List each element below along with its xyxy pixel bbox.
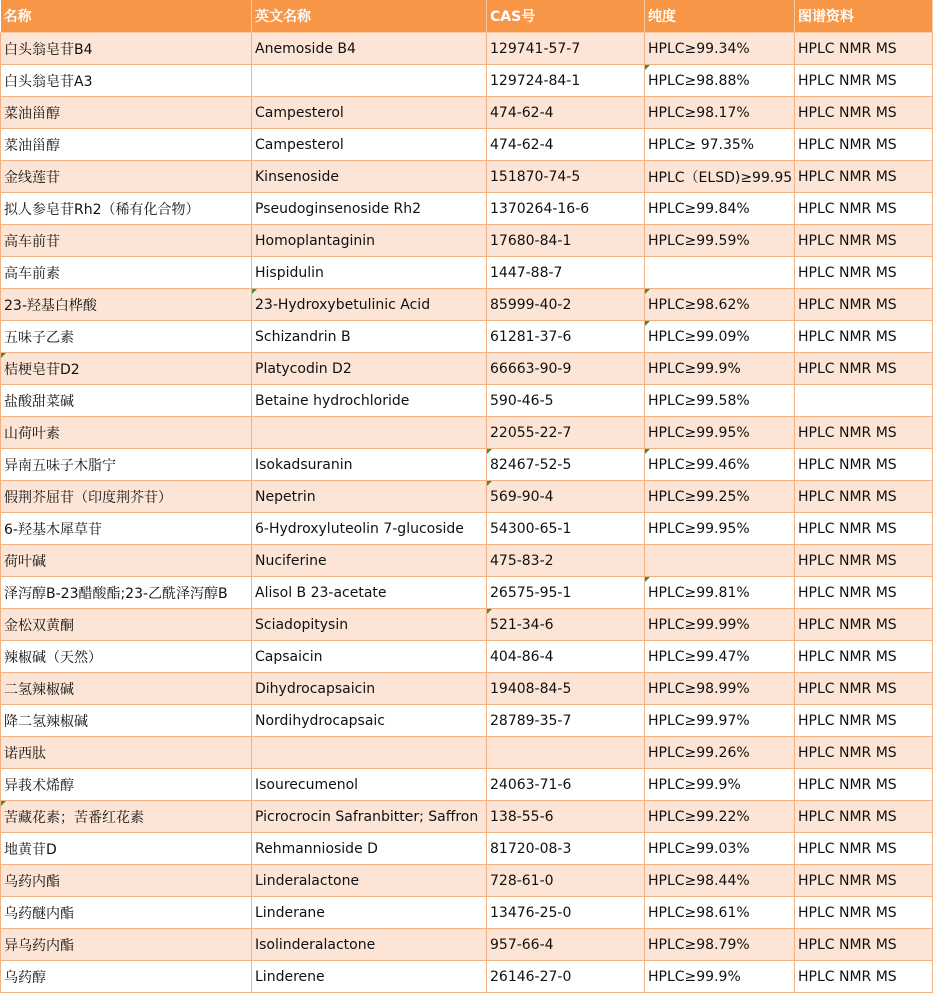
cell-cn-name[interactable]: 金松双黄酮	[1, 609, 252, 641]
cell-spectra[interactable]: HPLC NMR MS	[795, 225, 933, 257]
cell-spectra[interactable]: HPLC NMR MS	[795, 929, 933, 961]
cell-purity[interactable]: HPLC≥99.09%	[645, 321, 795, 353]
cell-en-name[interactable]: Sciadopitysin	[252, 609, 487, 641]
table-row	[1, 897, 933, 929]
cell-en-name[interactable]	[252, 737, 487, 769]
cell-spectra[interactable]: HPLC NMR MS	[795, 33, 933, 65]
table-row	[1, 833, 933, 865]
cell-purity[interactable]: HPLC≥99.26%	[645, 737, 795, 769]
cell-cas[interactable]: 26575-95-1	[487, 577, 645, 609]
cell-purity[interactable]	[645, 257, 795, 289]
cell-cas[interactable]: 129724-84-1	[487, 65, 645, 97]
cell-purity[interactable]: HPLC≥99.9%	[645, 961, 795, 993]
cell-purity[interactable]: HPLC≥ 97.35%	[645, 129, 795, 161]
cell-purity[interactable]: HPLC≥99.84%	[645, 193, 795, 225]
table-row	[1, 513, 933, 545]
cell-cas[interactable]: 151870-74-5	[487, 161, 645, 193]
cell-en-name[interactable]: Anemoside B4	[252, 33, 487, 65]
cell-purity[interactable]: HPLC≥99.95%	[645, 417, 795, 449]
table-row	[1, 129, 933, 161]
cell-cas[interactable]: 24063-71-6	[487, 769, 645, 801]
cell-spectra[interactable]: HPLC NMR MS	[795, 865, 933, 897]
cell-purity[interactable]: HPLC≥99.59%	[645, 225, 795, 257]
table-body	[1, 33, 933, 993]
cell-purity[interactable]: HPLC≥99.9%	[645, 353, 795, 385]
cell-purity[interactable]: HPLC≥98.99%	[645, 673, 795, 705]
cell-en-name[interactable]: Campesterol	[252, 97, 487, 129]
cell-purity[interactable]: HPLC≥99.9%	[645, 769, 795, 801]
cell-cas[interactable]: 138-55-6	[487, 801, 645, 833]
cell-spectra[interactable]: HPLC NMR MS	[795, 97, 933, 129]
cell-en-name[interactable]: Nuciferine	[252, 545, 487, 577]
cell-en-name[interactable]: Schizandrin B	[252, 321, 487, 353]
cell-purity[interactable]: HPLC≥99.47%	[645, 641, 795, 673]
cell-cas[interactable]: 474-62-4	[487, 129, 645, 161]
cell-en-name[interactable]: Betaine hydrochloride	[252, 385, 487, 417]
table-row	[1, 673, 933, 705]
cell-cas[interactable]: 590-46-5	[487, 385, 645, 417]
cell-cas[interactable]: 475-83-2	[487, 545, 645, 577]
cell-cas[interactable]: 54300-65-1	[487, 513, 645, 545]
cell-cn-name[interactable]: 6-羟基木犀草苷	[1, 513, 252, 545]
cell-en-name[interactable]: Dihydrocapsaicin	[252, 673, 487, 705]
cell-cas[interactable]: 569-90-4	[487, 481, 645, 513]
cell-cn-name[interactable]: 23-羟基白桦酸	[1, 289, 252, 321]
table-row	[1, 417, 933, 449]
cell-en-name[interactable]: Platycodin D2	[252, 353, 487, 385]
cell-en-name[interactable]: Nordihydrocapsaic	[252, 705, 487, 737]
cell-cn-name[interactable]: 高车前素	[1, 257, 252, 289]
cell-cas[interactable]	[487, 737, 645, 769]
cell-cas[interactable]: 66663-90-9	[487, 353, 645, 385]
cell-en-name[interactable]: Linderalactone	[252, 865, 487, 897]
cell-purity[interactable]: HPLC≥99.03%	[645, 833, 795, 865]
cell-spectra[interactable]: HPLC NMR MS	[795, 545, 933, 577]
cell-cn-name[interactable]: 盐酸甜菜碱	[1, 385, 252, 417]
cell-cas[interactable]: 17680-84-1	[487, 225, 645, 257]
table-row	[1, 609, 933, 641]
cell-en-name[interactable]: Linderene	[252, 961, 487, 993]
cell-spectra[interactable]: HPLC NMR MS	[795, 609, 933, 641]
cell-cn-name[interactable]: 五味子乙素	[1, 321, 252, 353]
cell-spectra[interactable]: HPLC NMR MS	[795, 417, 933, 449]
cell-spectra[interactable]: HPLC NMR MS	[795, 673, 933, 705]
cell-purity[interactable]: HPLC（ELSD)≥99.95	[645, 161, 795, 193]
cell-spectra[interactable]: HPLC NMR MS	[795, 513, 933, 545]
table-row	[1, 97, 933, 129]
cell-purity[interactable]: HPLC≥99.58%	[645, 385, 795, 417]
cell-en-name[interactable]: Homoplantaginin	[252, 225, 487, 257]
cell-cas[interactable]: 521-34-6	[487, 609, 645, 641]
cell-en-name[interactable]: Isokadsuranin	[252, 449, 487, 481]
cell-cn-name[interactable]: 山荷叶素	[1, 417, 252, 449]
cell-cn-name[interactable]: 乌药醇	[1, 961, 252, 993]
cell-spectra[interactable]: HPLC NMR MS	[795, 257, 933, 289]
header-cas: CAS号	[487, 0, 645, 33]
cell-purity[interactable]: HPLC≥98.44%	[645, 865, 795, 897]
table-row	[1, 769, 933, 801]
cell-cas[interactable]: 19408-84-5	[487, 673, 645, 705]
table-row	[1, 385, 933, 417]
cell-cas[interactable]: 404-86-4	[487, 641, 645, 673]
cell-spectra[interactable]: HPLC NMR MS	[795, 705, 933, 737]
cell-purity[interactable]: HPLC≥98.88%	[645, 65, 795, 97]
cell-en-name[interactable]: Campesterol	[252, 129, 487, 161]
cell-spectra[interactable]: HPLC NMR MS	[795, 193, 933, 225]
cell-purity[interactable]: HPLC≥98.62%	[645, 289, 795, 321]
table-row	[1, 481, 933, 513]
cell-en-name[interactable]: Isourecumenol	[252, 769, 487, 801]
cell-cas[interactable]: 728-61-0	[487, 865, 645, 897]
cell-cas[interactable]: 1447-88-7	[487, 257, 645, 289]
header-purity: 纯度	[645, 0, 795, 33]
cell-en-name[interactable]: Linderane	[252, 897, 487, 929]
table-row	[1, 257, 933, 289]
header-cn-name: 名称	[1, 0, 252, 33]
cell-en-name[interactable]: Capsaicin	[252, 641, 487, 673]
cell-cn-name[interactable]: 诺西肽	[1, 737, 252, 769]
cell-spectra[interactable]: HPLC NMR MS	[795, 801, 933, 833]
cell-purity[interactable]: HPLC≥98.61%	[645, 897, 795, 929]
cell-cas[interactable]: 13476-25-0	[487, 897, 645, 929]
cell-cas[interactable]: 26146-27-0	[487, 961, 645, 993]
cell-en-name[interactable]: Alisol B 23-acetate	[252, 577, 487, 609]
cell-cas[interactable]: 1370264-16-6	[487, 193, 645, 225]
cell-cas[interactable]: 22055-22-7	[487, 417, 645, 449]
cell-en-name[interactable]: Pseudoginsenoside Rh2	[252, 193, 487, 225]
table-row	[1, 161, 933, 193]
cell-en-name[interactable]: Rehmannioside D	[252, 833, 487, 865]
cell-cas[interactable]: 28789-35-7	[487, 705, 645, 737]
table-row	[1, 801, 933, 833]
table-row	[1, 641, 933, 673]
cell-cn-name[interactable]: 乌药内酯	[1, 865, 252, 897]
cell-cas[interactable]: 474-62-4	[487, 97, 645, 129]
cell-cas[interactable]: 957-66-4	[487, 929, 645, 961]
cell-spectra[interactable]: HPLC NMR MS	[795, 641, 933, 673]
cell-cn-name[interactable]: 苦藏花素；苦番红花素	[1, 801, 252, 833]
cell-cn-name[interactable]: 白头翁皂苷B4	[1, 33, 252, 65]
cell-en-name[interactable]	[252, 417, 487, 449]
cell-en-name[interactable]: Isolinderalactone	[252, 929, 487, 961]
table-row	[1, 577, 933, 609]
header-spectra: 图谱资料	[795, 0, 933, 33]
cell-cn-name[interactable]: 桔梗皂苷D2	[1, 353, 252, 385]
cell-spectra[interactable]: HPLC NMR MS	[795, 353, 933, 385]
table-row	[1, 193, 933, 225]
table-row	[1, 705, 933, 737]
cell-purity[interactable]: HPLC≥99.25%	[645, 481, 795, 513]
cell-en-name[interactable]: 6-Hydroxyluteolin 7-glucoside	[252, 513, 487, 545]
table-row	[1, 321, 933, 353]
cell-cn-name[interactable]: 降二氢辣椒碱	[1, 705, 252, 737]
cell-spectra[interactable]: HPLC NMR MS	[795, 897, 933, 929]
cell-spectra[interactable]: HPLC NMR MS	[795, 737, 933, 769]
cell-cn-name[interactable]: 金线莲苷	[1, 161, 252, 193]
cell-purity[interactable]: HPLC≥99.99%	[645, 609, 795, 641]
cell-spectra[interactable]: HPLC NMR MS	[795, 577, 933, 609]
cell-cas[interactable]: 82467-52-5	[487, 449, 645, 481]
table-row	[1, 961, 933, 993]
table-row	[1, 65, 933, 97]
cell-purity[interactable]: HPLC≥99.95%	[645, 513, 795, 545]
cell-spectra[interactable]: HPLC NMR MS	[795, 161, 933, 193]
cell-purity[interactable]: HPLC≥99.34%	[645, 33, 795, 65]
cell-cn-name[interactable]: 二氢辣椒碱	[1, 673, 252, 705]
cell-en-name[interactable]	[252, 65, 487, 97]
table-row	[1, 225, 933, 257]
header-row	[1, 0, 933, 33]
header-en-name: 英文名称	[252, 0, 487, 33]
cell-spectra[interactable]: HPLC NMR MS	[795, 449, 933, 481]
cell-cn-name[interactable]: 高车前苷	[1, 225, 252, 257]
cell-en-name[interactable]: Picrocrocin Safranbitter; Saffron	[252, 801, 487, 833]
cell-cn-name[interactable]: 白头翁皂苷A3	[1, 65, 252, 97]
cell-spectra[interactable]: HPLC NMR MS	[795, 321, 933, 353]
cell-cas[interactable]: 61281-37-6	[487, 321, 645, 353]
table-row	[1, 929, 933, 961]
cell-spectra[interactable]: HPLC NMR MS	[795, 481, 933, 513]
cell-cn-name[interactable]: 菜油甾醇	[1, 129, 252, 161]
cell-purity[interactable]: HPLC≥99.81%	[645, 577, 795, 609]
cell-cn-name[interactable]: 菜油甾醇	[1, 97, 252, 129]
cell-spectra[interactable]: HPLC NMR MS	[795, 961, 933, 993]
cell-spectra[interactable]: HPLC NMR MS	[795, 833, 933, 865]
table-row	[1, 33, 933, 65]
cell-spectra[interactable]: HPLC NMR MS	[795, 129, 933, 161]
cell-en-name[interactable]: Nepetrin	[252, 481, 487, 513]
table-row	[1, 449, 933, 481]
cell-spectra[interactable]	[795, 385, 933, 417]
cell-cas[interactable]: 81720-08-3	[487, 833, 645, 865]
table-row	[1, 545, 933, 577]
cell-en-name[interactable]: 23-Hydroxybetulinic Acid	[252, 289, 487, 321]
cell-purity[interactable]: HPLC≥98.79%	[645, 929, 795, 961]
table-row	[1, 353, 933, 385]
cell-spectra[interactable]: HPLC NMR MS	[795, 289, 933, 321]
table-row	[1, 737, 933, 769]
cell-cn-name[interactable]: 假荆芥屈苷（印度荆芥苷）	[1, 481, 252, 513]
cell-cn-name[interactable]: 泽泻醇B-23醋酸酯;23-乙酰泽泻醇B	[1, 577, 252, 609]
cell-purity[interactable]	[645, 545, 795, 577]
cell-cn-name[interactable]: 乌药醚内酯	[1, 897, 252, 929]
cell-en-name[interactable]: Kinsenoside	[252, 161, 487, 193]
cell-cn-name[interactable]: 异南五味子木脂宁	[1, 449, 252, 481]
cell-cn-name[interactable]: 拟人参皂苷Rh2（稀有化合物）	[1, 193, 252, 225]
cell-purity[interactable]: HPLC≥99.22%	[645, 801, 795, 833]
cell-spectra[interactable]: HPLC NMR MS	[795, 769, 933, 801]
cell-cn-name[interactable]: 地黄苷D	[1, 833, 252, 865]
cell-spectra[interactable]: HPLC NMR MS	[795, 65, 933, 97]
cell-cas[interactable]: 85999-40-2	[487, 289, 645, 321]
cell-cn-name[interactable]: 异莪术烯醇	[1, 769, 252, 801]
table-row	[1, 865, 933, 897]
cell-cn-name[interactable]: 荷叶碱	[1, 545, 252, 577]
cell-purity[interactable]: HPLC≥99.46%	[645, 449, 795, 481]
cell-purity[interactable]: HPLC≥98.17%	[645, 97, 795, 129]
cell-cn-name[interactable]: 异乌药内酯	[1, 929, 252, 961]
cell-cn-name[interactable]: 辣椒碱（天然）	[1, 641, 252, 673]
cell-en-name[interactable]: Hispidulin	[252, 257, 487, 289]
cell-cas[interactable]: 129741-57-7	[487, 33, 645, 65]
table-row	[1, 289, 933, 321]
cell-purity[interactable]: HPLC≥99.97%	[645, 705, 795, 737]
